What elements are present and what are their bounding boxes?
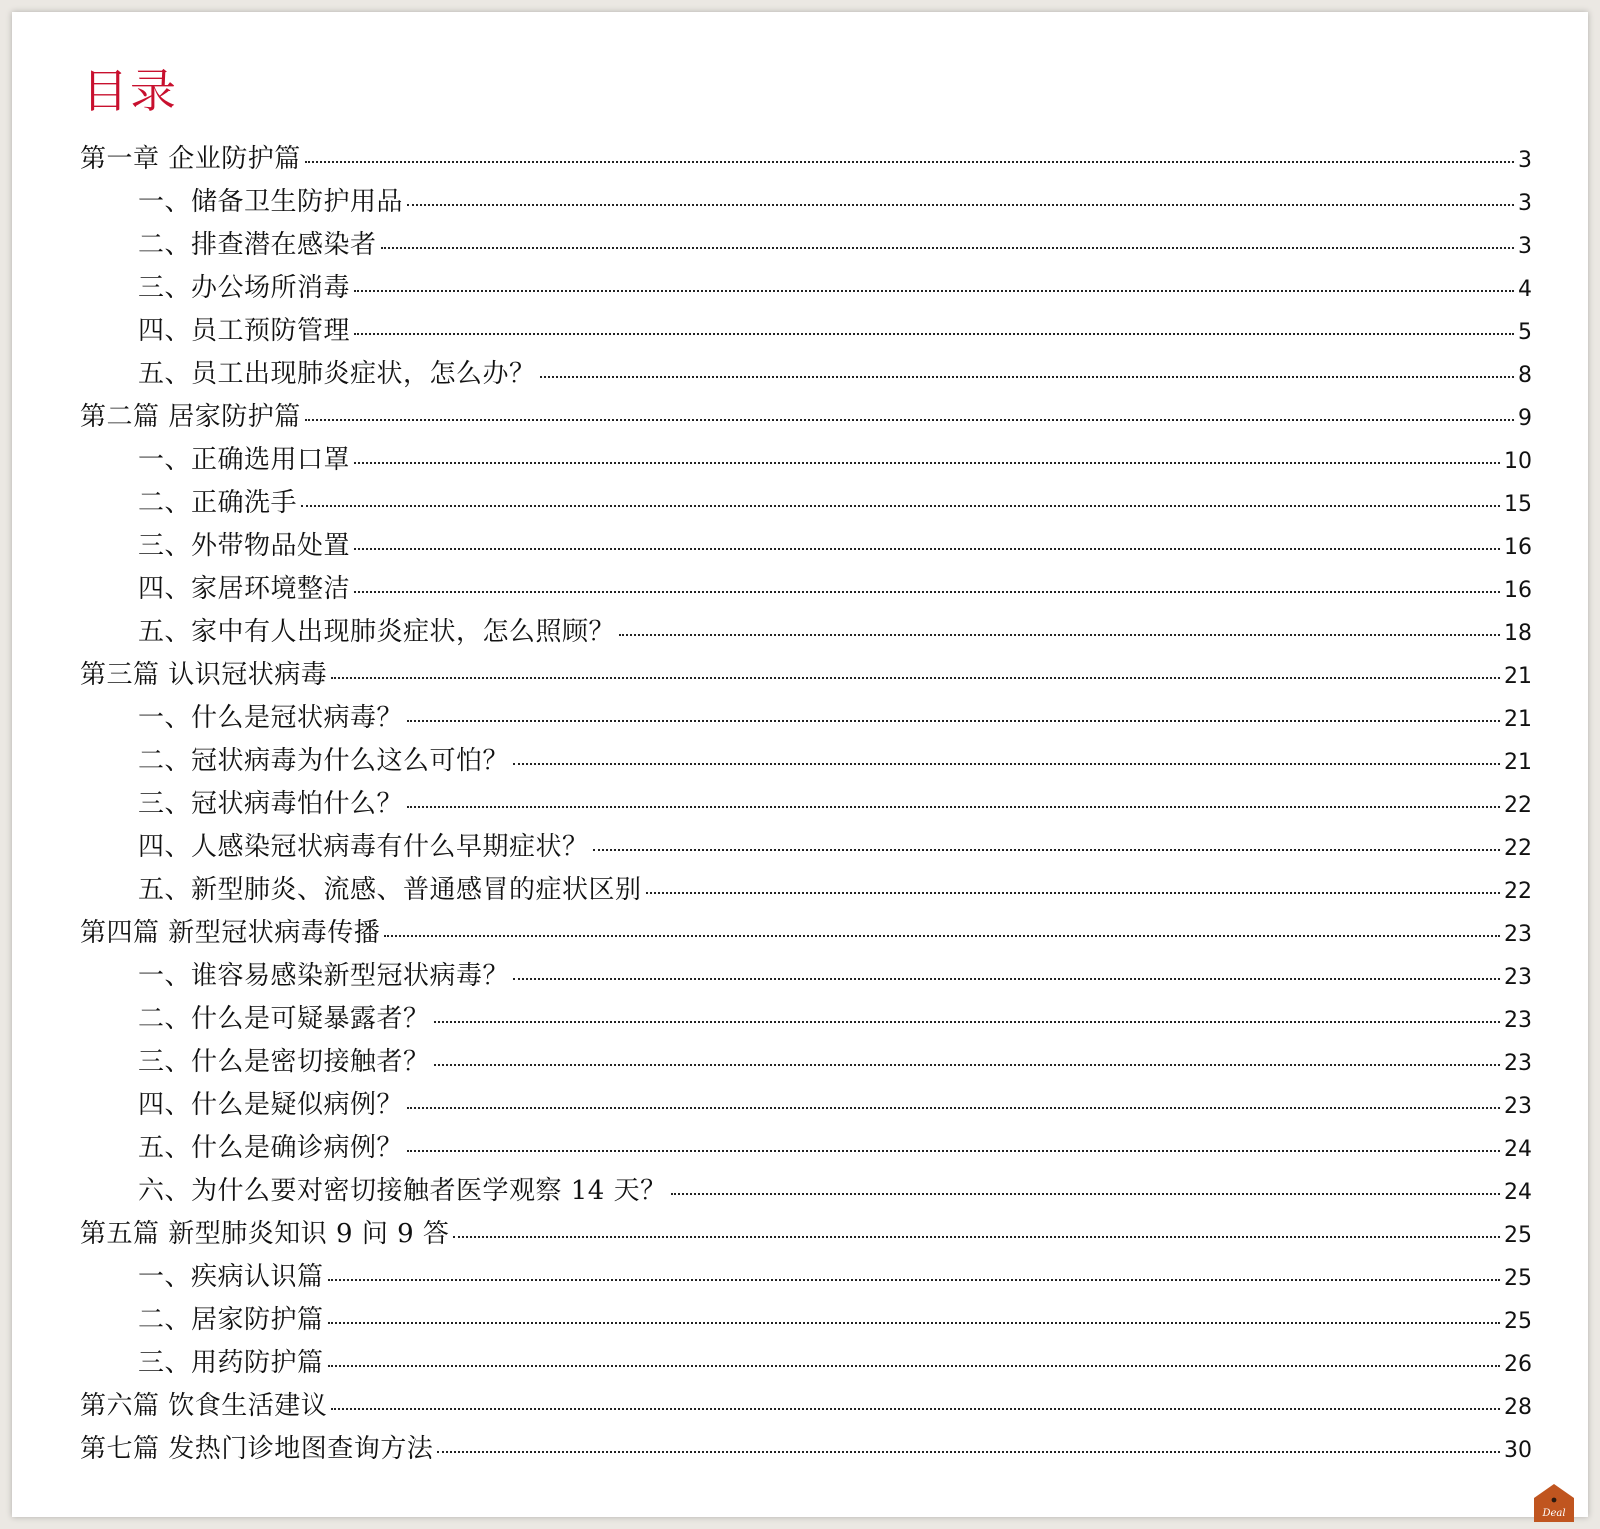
toc-page-number: 16 (1504, 535, 1532, 560)
toc-chapter-entry[interactable] (80, 396, 1532, 439)
toc-entry-label: 五、家中有人出现肺炎症状，怎么照顾？ (138, 617, 616, 647)
dot-leader (671, 1193, 1500, 1195)
toc-section-entry[interactable] (80, 1342, 1532, 1385)
toc-page-number: 23 (1504, 1094, 1532, 1119)
toc-page-number: 25 (1504, 1223, 1532, 1248)
toc-entry-label: 四、什么是疑似病例？ (138, 1090, 404, 1120)
toc-page-number: 22 (1504, 793, 1532, 818)
toc-entry-label: 六、为什么要对密切接触者医学观察 14 天？ (138, 1176, 667, 1206)
toc-chapter-entry[interactable] (80, 1385, 1532, 1428)
toc-section-entry[interactable] (80, 955, 1532, 998)
toc-section-entry[interactable] (80, 482, 1532, 525)
toc-page-number: 30 (1504, 1438, 1532, 1463)
toc-section-entry[interactable] (80, 1041, 1532, 1084)
dot-leader (407, 204, 1514, 206)
toc-entry-label: 三、什么是密切接触者？ (138, 1047, 430, 1077)
dot-leader (301, 505, 1500, 507)
toc-section-entry[interactable] (80, 740, 1532, 783)
toc-entry-label: 第二篇 居家防护篇 (80, 402, 301, 432)
toc-entry-label: 四、员工预防管理 (138, 316, 351, 346)
toc-page-number: 8 (1518, 363, 1532, 388)
badge-text: Deal (1542, 1508, 1566, 1519)
toc-page-number: 25 (1504, 1266, 1532, 1291)
dot-leader (328, 1279, 1500, 1281)
toc-section-entry[interactable] (80, 1299, 1532, 1342)
toc-section-entry[interactable] (80, 568, 1532, 611)
toc-page-number: 3 (1518, 191, 1532, 216)
toc-section-entry[interactable] (80, 353, 1532, 396)
dot-leader (407, 720, 1500, 722)
toc-page-number: 25 (1504, 1309, 1532, 1334)
toc-page-number: 24 (1504, 1137, 1532, 1162)
toc-section-entry[interactable] (80, 1170, 1532, 1213)
toc-entry-label: 第六篇 饮食生活建议 (80, 1391, 328, 1421)
toc-section-entry[interactable] (80, 611, 1532, 654)
toc-page-number: 15 (1504, 492, 1532, 517)
dot-leader (381, 247, 1514, 249)
dot-leader (513, 978, 1500, 980)
toc-entry-label: 一、疾病认识篇 (138, 1262, 324, 1292)
dot-leader (354, 548, 1500, 550)
dot-leader (354, 290, 1514, 292)
toc-section-entry[interactable] (80, 1084, 1532, 1127)
toc-section-entry[interactable] (80, 697, 1532, 740)
toc-page-number: 23 (1504, 1051, 1532, 1076)
toc-page-number: 21 (1504, 664, 1532, 689)
toc-entry-label: 五、新型肺炎、流感、普通感冒的症状区别 (138, 875, 642, 905)
dot-leader (407, 1150, 1500, 1152)
dot-leader (331, 677, 1500, 679)
dot-leader (540, 376, 1514, 378)
document-page (12, 12, 1588, 1517)
toc-page-number: 18 (1504, 621, 1532, 646)
toc-section-entry[interactable] (80, 224, 1532, 267)
deal-badge-icon (1533, 1483, 1575, 1523)
toc-entry-label: 一、谁容易感染新型冠状病毒？ (138, 961, 510, 991)
dot-leader (453, 1236, 1500, 1238)
dot-leader (407, 1107, 1500, 1109)
toc-page-number: 22 (1504, 879, 1532, 904)
toc-page-number: 3 (1518, 234, 1532, 259)
toc-entry-label: 三、办公场所消毒 (138, 273, 351, 303)
toc-page-number: 28 (1504, 1395, 1532, 1420)
dot-leader (619, 634, 1500, 636)
toc-section-entry[interactable] (80, 998, 1532, 1041)
toc-chapter-entry[interactable] (80, 654, 1532, 697)
toc-page-number: 23 (1504, 965, 1532, 990)
dot-leader (354, 462, 1500, 464)
toc-section-entry[interactable] (80, 1256, 1532, 1299)
toc-section-entry[interactable] (80, 267, 1532, 310)
toc-entry-label: 第三篇 认识冠状病毒 (80, 660, 328, 690)
toc-page-number: 4 (1518, 277, 1532, 302)
dot-leader (646, 892, 1500, 894)
dot-leader (384, 935, 1500, 937)
toc-section-entry[interactable] (80, 869, 1532, 912)
toc-entry-label: 三、冠状病毒怕什么？ (138, 789, 404, 819)
toc-list (80, 138, 1532, 1471)
toc-entry-label: 第七篇 发热门诊地图查询方法 (80, 1434, 434, 1464)
toc-entry-label: 第四篇 新型冠状病毒传播 (80, 918, 381, 948)
toc-page-number: 9 (1518, 406, 1532, 431)
toc-entry-label: 二、正确洗手 (138, 488, 298, 518)
dot-leader (407, 806, 1500, 808)
toc-page-number: 23 (1504, 1008, 1532, 1033)
toc-section-entry[interactable] (80, 525, 1532, 568)
toc-section-entry[interactable] (80, 310, 1532, 353)
toc-section-entry[interactable] (80, 783, 1532, 826)
toc-page-number: 23 (1504, 922, 1532, 947)
toc-entry-label: 第一章 企业防护篇 (80, 144, 301, 174)
toc-section-entry[interactable] (80, 826, 1532, 869)
toc-page-number: 24 (1504, 1180, 1532, 1205)
toc-section-entry[interactable] (80, 439, 1532, 482)
toc-entry-label: 三、用药防护篇 (138, 1348, 324, 1378)
toc-section-entry[interactable] (80, 1127, 1532, 1170)
toc-entry-label: 二、排查潜在感染者 (138, 230, 377, 260)
toc-title: 目录 (82, 64, 178, 118)
dot-leader (354, 591, 1500, 593)
toc-page-number: 5 (1518, 320, 1532, 345)
toc-page-number: 22 (1504, 836, 1532, 861)
dot-leader (331, 1408, 1500, 1410)
dot-leader (434, 1021, 1500, 1023)
toc-entry-label: 一、正确选用口罩 (138, 445, 351, 475)
dot-leader (305, 161, 1514, 163)
toc-chapter-entry[interactable] (80, 138, 1532, 181)
dot-leader (513, 763, 1500, 765)
toc-chapter-entry[interactable] (80, 1213, 1532, 1256)
toc-entry-label: 四、人感染冠状病毒有什么早期症状？ (138, 832, 589, 862)
dot-leader (305, 419, 1514, 421)
toc-section-entry[interactable] (80, 181, 1532, 224)
toc-entry-label: 一、储备卫生防护用品 (138, 187, 404, 217)
dot-leader (328, 1365, 1500, 1367)
toc-chapter-entry[interactable] (80, 1428, 1532, 1471)
toc-page-number: 10 (1504, 449, 1532, 474)
toc-entry-label: 五、什么是确诊病例？ (138, 1133, 404, 1163)
toc-entry-label: 四、家居环境整洁 (138, 574, 351, 604)
toc-entry-label: 二、冠状病毒为什么这么可怕？ (138, 746, 510, 776)
dot-leader (354, 333, 1514, 335)
toc-entry-label: 二、居家防护篇 (138, 1305, 324, 1335)
toc-entry-label: 二、什么是可疑暴露者？ (138, 1004, 430, 1034)
dot-leader (437, 1451, 1500, 1453)
dot-leader (434, 1064, 1500, 1066)
toc-page-number: 21 (1504, 707, 1532, 732)
toc-chapter-entry[interactable] (80, 912, 1532, 955)
dot-leader (328, 1322, 1500, 1324)
toc-entry-label: 五、员工出现肺炎症状，怎么办？ (138, 359, 536, 389)
toc-entry-label: 第五篇 新型肺炎知识 9 问 9 答 (80, 1219, 450, 1249)
toc-page-number: 16 (1504, 578, 1532, 603)
toc-page-number: 3 (1518, 148, 1532, 173)
toc-page-number: 26 (1504, 1352, 1532, 1377)
toc-page-number: 21 (1504, 750, 1532, 775)
toc-entry-label: 一、什么是冠状病毒？ (138, 703, 404, 733)
dot-leader (593, 849, 1500, 851)
toc-entry-label: 三、外带物品处置 (138, 531, 351, 561)
